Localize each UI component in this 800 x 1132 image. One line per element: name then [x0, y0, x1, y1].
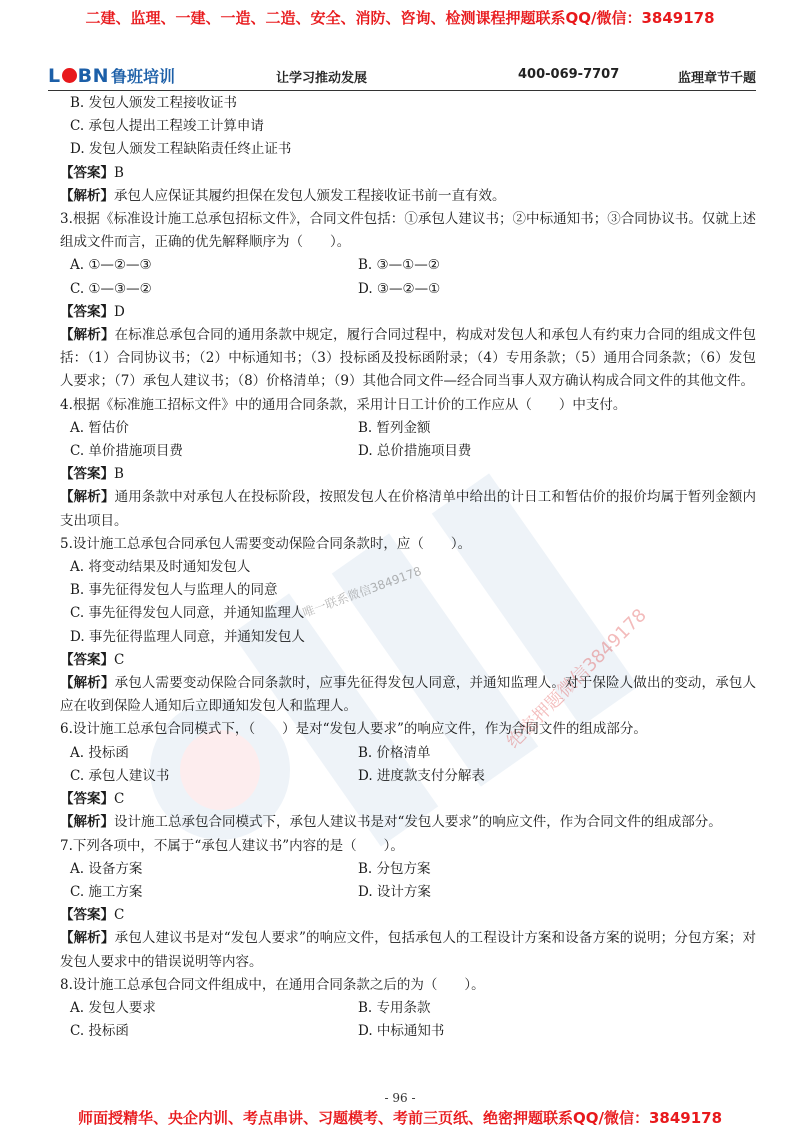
option-c: C. 事先征得发包人同意，并通知监理人 — [70, 605, 305, 622]
option-b: B. ③—①—② — [358, 257, 440, 274]
options-row — [60, 997, 756, 1020]
header-phone: 400-069-7707 — [518, 67, 620, 82]
answer-value: C — [114, 791, 125, 808]
option-c: C. 单价措施项目费 — [70, 443, 183, 460]
option-c: C. 投标函 — [70, 1023, 129, 1040]
explanation-line — [60, 811, 756, 834]
explanation-text: 通用条款中对承包人在投标阶段，按照发包人在价格清单中给出的计日工和暂估价的报价均属于暂列金额内支出项目。 — [60, 489, 757, 529]
answer-tag: 【答案】 — [60, 907, 114, 924]
option-a: A. 投标函 — [70, 744, 129, 761]
option-d: D. 设计方案 — [358, 883, 431, 900]
option-a: A. 暂估价 — [70, 419, 129, 436]
explanation-line — [60, 672, 756, 718]
answer-tag: 【答案】 — [60, 303, 114, 320]
option-a: A. 发包人要求 — [70, 999, 156, 1016]
option-b: B. 事先征得发包人与监理人的同意 — [70, 582, 278, 599]
option-a: A. 设备方案 — [70, 860, 143, 877]
options-row — [60, 881, 756, 904]
answer-line — [60, 904, 756, 927]
explanation-line — [60, 185, 756, 208]
top-banner: 二建、监理、一建、一造、二造、安全、消防、咨询、检测课程押题联系QQ/微信：3849178 — [85, 9, 715, 27]
answer-line — [60, 649, 756, 672]
answer-tag: 【答案】 — [60, 651, 114, 668]
explanation-text: 承包人应保证其履约担保在发包人颁发工程接收证书前一直有效。 — [114, 187, 506, 204]
question-7: 7.下列各项中，不属于“承包人建议书”内容的是（ ）。 — [60, 837, 404, 854]
option-line: B. 发包人颁发工程接收证书 — [70, 95, 238, 111]
question-8: 8.设计施工总承包合同文件组成中，在通用合同条款之后的为（ ）。 — [60, 976, 485, 993]
option-a: A. 将变动结果及时通知发包人 — [70, 559, 251, 576]
option-d: D. 总价措施项目费 — [358, 443, 472, 460]
question-content — [60, 92, 756, 1043]
answer-value: B — [114, 164, 124, 181]
answer-line — [60, 162, 756, 185]
logo-chinese: 鲁班培训 — [111, 67, 176, 86]
answer-tag: 【答案】 — [60, 164, 114, 181]
question-5: 5.设计施工总承包合同承包人需要变动保险合同条款时，应（ ）。 — [60, 535, 472, 552]
answer-value: C — [114, 651, 125, 668]
question-3: 3.根据《标准设计施工总承包招标文件》，合同文件包括：①承包人建议书；②中标通知书；③合同协议书。仅就上述组成文件而言，正确的优先解释顺序为（ ）。 — [60, 211, 756, 251]
explanation-text: 承包人建议书是对“发包人要求”的响应文件，包括承包人的工程设计方案和设备方案的说明；分包方案；对发包人要求中的错误说明等内容。 — [60, 930, 757, 970]
answer-line — [60, 788, 756, 811]
explanation-tag: 【解析】 — [60, 930, 115, 947]
explanation-line — [60, 927, 756, 973]
options-row — [60, 417, 756, 440]
option-b: B. 暂列金额 — [358, 419, 431, 436]
answer-value: B — [114, 466, 124, 483]
page-header — [48, 62, 756, 91]
answer-value: C — [114, 907, 125, 924]
explanation-text: 设计施工总承包合同模式下，承包人建议书是对“发包人要求”的响应文件，作为合同文件的组成部分。 — [114, 814, 722, 831]
options-row — [60, 742, 756, 765]
option-b: B. 价格清单 — [358, 744, 431, 761]
explanation-text: 在标准总承包合同的通用条款中规定，履行合同过程中，构成对发包人和承包人有约束力合同的组成文件包括：（1）合同协议书；（2）中标通知书；（3）投标函及投标函附录；（4）专用条款；（5）通用合同条款；（6）发包人要求；（7）承包人建议书；（8）价格清单；（9）其他合同文件—经合同当事人双方确认构成合同文件的其他文件。 — [60, 327, 757, 390]
explanation-tag: 【解析】 — [60, 814, 114, 831]
answer-tag: 【答案】 — [60, 791, 114, 808]
brand-logo — [48, 64, 175, 87]
explanation-tag: 【解析】 — [60, 489, 115, 506]
explanation-line — [60, 486, 756, 532]
answer-value: D — [114, 303, 125, 320]
explanation-tag: 【解析】 — [60, 327, 115, 344]
answer-tag: 【答案】 — [60, 466, 114, 483]
answer-line — [60, 301, 756, 324]
watermark-contact-large: 绝密押题微信3849178 — [502, 604, 651, 753]
explanation-line — [60, 324, 756, 394]
option-line: C. 承包人提出工程竣工计算申请 — [70, 118, 264, 135]
explanation-tag: 【解析】 — [60, 187, 114, 204]
logo-letters: L BN — [48, 65, 109, 87]
option-d: D. ③—②—① — [358, 280, 441, 297]
options-row — [60, 278, 756, 301]
options-row — [60, 858, 756, 881]
option-d: D. 事先征得监理人同意，并通知发包人 — [70, 628, 305, 645]
watermark-contact-small: 唯一联系微信3849178 — [300, 563, 424, 621]
option-a: A. ①—②—③ — [70, 257, 152, 274]
header-slogan: 让学习推动发展 — [276, 71, 368, 86]
options-row — [60, 254, 756, 277]
option-c: C. 承包人建议书 — [70, 767, 170, 784]
header-section-title: 监理章节千题 — [677, 71, 756, 86]
option-c: C. ①—③—② — [70, 280, 152, 297]
option-line: D. 发包人颁发工程缺陷责任终止证书 — [70, 141, 292, 158]
bottom-banner: 师面授精华、央企内训、考点串讲、习题模考、考前三页纸、绝密押题联系QQ/微信：3849178 — [77, 1109, 723, 1127]
option-d: D. 中标通知书 — [358, 1023, 445, 1040]
option-d: D. 进度款支付分解表 — [358, 767, 485, 784]
option-c: C. 施工方案 — [70, 883, 143, 900]
options-row — [60, 440, 756, 463]
options-row — [60, 765, 756, 788]
explanation-text: 承包人需要变动保险合同条款时，应事先征得发包人同意，并通知监理人。对于保险人做出的变动，承包人应在收到保险人通知后立即通知发包人和监理人。 — [60, 675, 757, 715]
question-6: 6.设计施工总承包合同模式下，（ ）是对“发包人要求”的响应文件，作为合同文件的组成部分。 — [60, 721, 647, 738]
answer-line — [60, 463, 756, 486]
page-number: - 96 - — [384, 1091, 416, 1105]
options-row — [60, 1020, 756, 1043]
explanation-tag: 【解析】 — [60, 675, 115, 692]
option-b: B. 专用条款 — [358, 999, 431, 1016]
question-4: 4.根据《标准施工招标文件》中的通用合同条款，采用计日工计价的工作应从（ ）中支付。 — [60, 396, 627, 413]
option-b: B. 分包方案 — [358, 860, 431, 877]
